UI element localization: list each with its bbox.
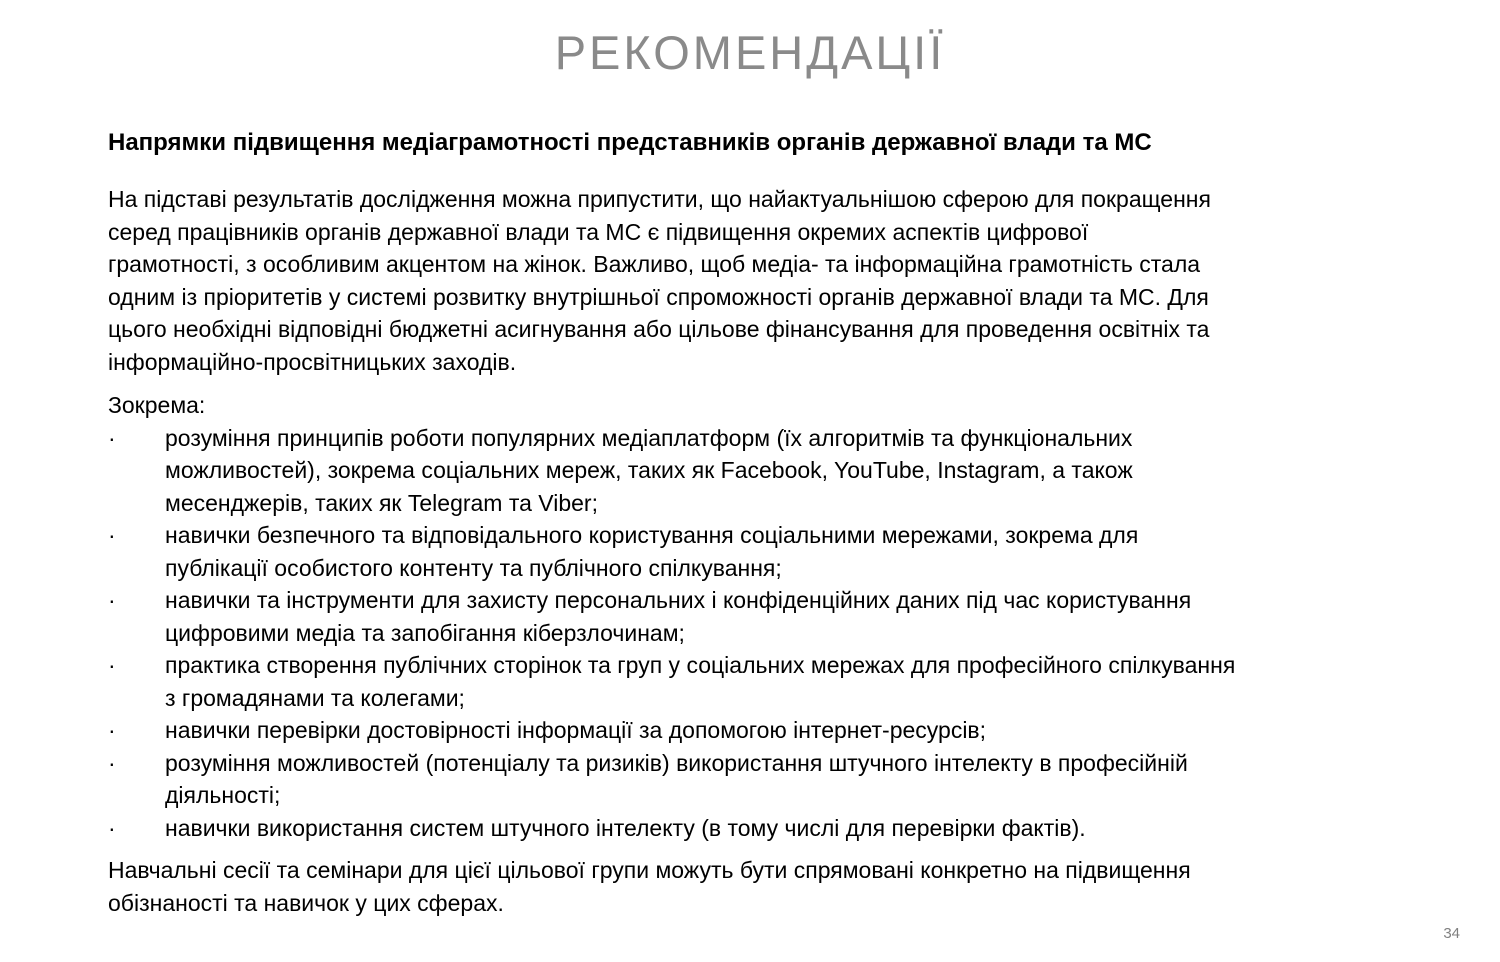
- bullet-marker: ·: [108, 522, 116, 548]
- list-item: [108, 422, 1442, 520]
- list-item-text: розуміння можливостей (потенціалу та ризиків) використання штучного інтелекту в професійній діяльності;: [165, 749, 1188, 808]
- bullet-marker: ·: [108, 652, 116, 678]
- list-item-text: навички використання систем штучного інтелекту (в тому числі для перевірки фактів).: [165, 814, 1086, 841]
- list-item-text: навички перевірки достовірності інформації за допомогою інтернет-ресурсів;: [165, 717, 987, 743]
- closing-paragraph: Навчальні сесії та семінари для цієї цільової групи можуть бути спрямовані конкретно на підвищення обізнаності та навичок у цих сферах.: [108, 857, 1191, 916]
- intro-paragraph: На підставі результатів дослідження можна припустити, що найактуальнішою сферою для покращення серед працівників органів державної влади та МС є підвищення окремих аспектів цифрової грамотності, з особливим акцентом на жінок. Важливо, щоб медіа- та інформаційна грамотність стала одним із пріоритетів у системі розвитку внутрішньої спроможності органів державної влади та МС. Для цього необхідні відповідні бюджетні асигнування або цільове фінансування для проведення освітніх та інформаційно-просвітницьких заходів.: [108, 186, 1211, 375]
- bullet-list: [108, 422, 1442, 845]
- list-item-text: розуміння принципів роботи популярних медіаплатформ (їх алгоритмів та функціональних можливостей), зокрема соціальних мереж, таких як Facebook, YouTube, Instagram, а також месенджерів, таких як Telegram та Viber;: [165, 424, 1133, 516]
- slide-content: [108, 126, 1442, 919]
- list-item: [108, 812, 1442, 845]
- slide: [0, 24, 1500, 962]
- list-item-text: навички безпечного та відповідального користування соціальними мережами, зокрема для публікації особистого контенту та публічного спілкування;: [165, 522, 1139, 581]
- list-intro-label: Зокрема:: [108, 392, 206, 418]
- bullet-marker: ·: [108, 749, 116, 776]
- list-item: [108, 649, 1442, 714]
- slide-title: РЕКОМЕНДАЦІЇ: [554, 26, 946, 79]
- list-item: [108, 714, 1442, 747]
- bullet-marker: ·: [108, 587, 116, 613]
- bullet-marker: ·: [108, 717, 116, 743]
- list-item: [108, 747, 1442, 812]
- list-item-text: практика створення публічних сторінок та груп у соціальних мережах для професійного спілкування з громадянами та колегами;: [165, 652, 1236, 711]
- bullet-marker: ·: [108, 424, 116, 451]
- page-number: 34: [1443, 925, 1460, 942]
- list-item: [108, 584, 1442, 649]
- list-item: [108, 519, 1442, 584]
- list-item-text: навички та інструменти для захисту персональних і конфіденційних даних під час користування цифровими медіа та запобігання кіберзлочинам;: [165, 587, 1192, 646]
- section-heading: Напрямки підвищення медіаграмотності представників органів державної влади та МС: [108, 129, 1152, 156]
- bullet-marker: ·: [108, 814, 116, 841]
